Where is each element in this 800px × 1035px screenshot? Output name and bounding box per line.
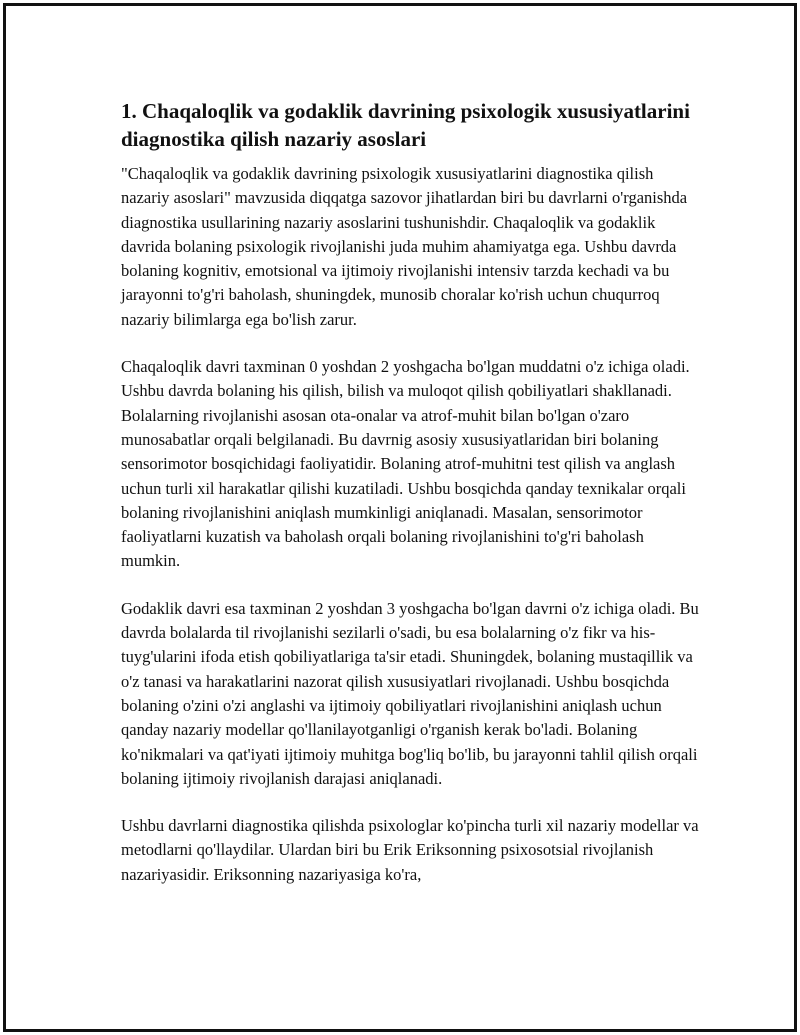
paragraph-3: Godaklik davri esa taxminan 2 yoshdan 3 yoshgacha bo'lgan davrni o'z ichiga oladi. Bu davrda bolalarda til rivojlanishi sezilarli o'sadi, bu esa bolalarning o'z fikr va his-tuyg'ularini ifoda etish qobiliyatlariga ta'sir etadi. Shuningdek, bolaning mustaqillik va o'z tanasi va harakatlarini nazorat qilish xususiyatlari rivojlanadi. Ushbu bosqichda bolaning o'zini o'zi anglashi va ijtimoiy qobiliyatlari rivojlanishini aniqlash uchun qanday nazariy modellar qo'llanilayotganligi o'rganish kerak bo'ladi. Bolaning ko'nikmalari va qat'iyati ijtimoiy muhitga bog'liq bo'lib, bu jarayonni tahlil qilish orqali bolaning ijtimoiy rivojlanish darajasi aniqlanadi. bbox=[121, 598, 699, 788]
document-body bbox=[121, 97, 701, 910]
section-heading: 1. Chaqaloqlik va godaklik davrining psixologik xususiyatlarini diagnostika qilish nazariy asoslari bbox=[121, 99, 690, 151]
paragraph-4: Ushbu davrlarni diagnostika qilishda psixologlar ko'pincha turli xil nazariy modellar va metodlarni qo'llaydilar. Ulardan biri bu Erik Eriksonning psixosotsial rivojlanish nazariyasidir. Eriksonning nazariyasiga ko'ra, bbox=[121, 816, 699, 884]
page-border bbox=[3, 3, 797, 1032]
paragraph-2: Chaqaloqlik davri taxminan 0 yoshdan 2 yoshgacha bo'lgan muddatni o'z ichiga oladi. Ushbu davrda bolaning his qilish, bilish va muloqot qilish qobiliyatlari shakllanadi. Bolalarning rivojlanishi asosan ota-onalar va atrof-muhit bilan bo'lgan o'zaro munosabatlar orqali belgilanadi. Bu davrnig asosiy xususiyatlaridan biri bolaning sensorimotor bosqichidagi faoliyatidir. Bolaning atrof-muhitni test qilish va anglash uchun turli xil harakatlar qilishi kuzatiladi. Ushbu bosqichda qanday texnikalar orqali bolaning rivojlanishini aniqlash mumkinligi aniqlanadi. Masalan, sensorimotor faoliyatlarni kuzatish va baholash orqali bolaning rivojlanishini to'g'ri baholash mumkin. bbox=[121, 357, 690, 571]
paragraph-1: "Chaqaloqlik va godaklik davrining psixologik xususiyatlarini diagnostika qilish nazariy asoslari" mavzusida diqqatga sazovor jihatlardan biri bu davrlarni o'rganishda diagnostika usullarining nazariy asoslarini tushunishdir. Chaqaloqlik va godaklik davrida bolaning psixologik rivojlanishi juda muhim ahamiyatga ega. Ushbu davrda bolaning kognitiv, emotsional va ijtimoiy rivojlanishi intensiv tarzda kechadi va bu jarayonni to'g'ri baholash, shuningdek, munosib choralar ko'rish uchun chuqurroq nazariy bilimlarga ega bo'lish zarur. bbox=[121, 164, 688, 329]
